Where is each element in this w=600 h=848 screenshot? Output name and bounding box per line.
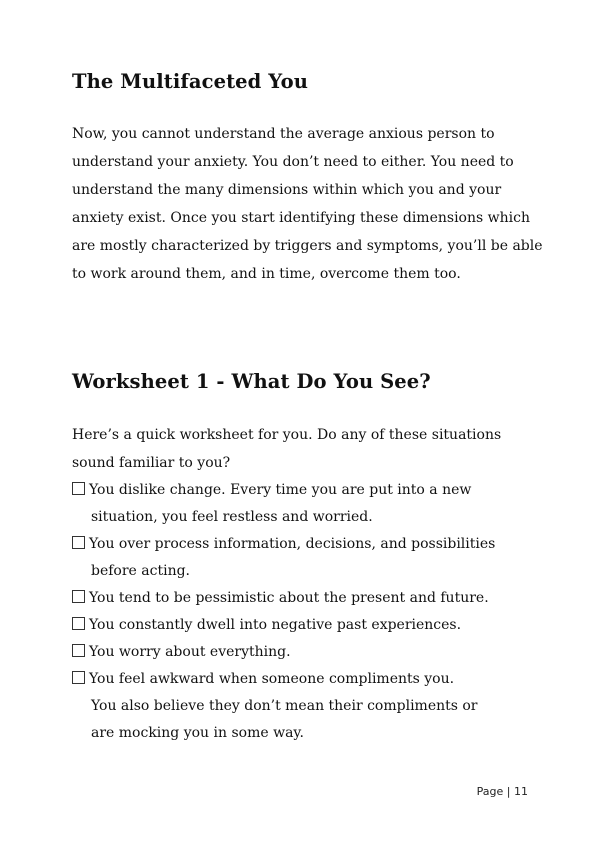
checklist-item <box>72 585 489 612</box>
item-text: You dislike change. Every time you are put into a new <box>89 482 472 498</box>
checkbox-icon[interactable] <box>72 536 85 549</box>
item-text-continued: You also believe they don’t mean their compliments or <box>91 698 478 714</box>
checkbox-icon[interactable] <box>72 671 85 684</box>
item-text-continued: are mocking you in some way. <box>91 725 304 741</box>
checkbox-icon[interactable] <box>72 644 85 657</box>
paragraph-line: understand your anxiety. You don’t need to either. You need to <box>72 154 514 170</box>
checklist-item <box>72 639 291 666</box>
section-heading-worksheet: Worksheet 1 - What Do You See? <box>72 370 431 393</box>
page-number: Page | 11 <box>476 785 528 798</box>
paragraph-line: to work around them, and in time, overcome them too. <box>72 266 461 282</box>
intro-paragraph <box>72 120 543 288</box>
paragraph-line: anxiety exist. Once you start identifying these dimensions which <box>72 210 530 226</box>
section-heading-multifaceted: The Multifaceted You <box>72 70 309 93</box>
item-text: You constantly dwell into negative past experiences. <box>89 617 462 633</box>
paragraph-line: sound familiar to you? <box>72 455 231 471</box>
checklist-item <box>72 531 495 585</box>
paragraph-line: Here’s a quick worksheet for you. Do any of these situations <box>72 427 502 443</box>
item-text: You feel awkward when someone compliments you. <box>89 671 455 687</box>
checkbox-icon[interactable] <box>72 482 85 495</box>
paragraph-line: understand the many dimensions within which you and your <box>72 182 502 198</box>
worksheet-intro <box>72 421 502 477</box>
item-text: You tend to be pessimistic about the present and future. <box>89 590 489 606</box>
item-text: You over process information, decisions, and possibilities <box>89 536 496 552</box>
item-text-continued: before acting. <box>91 563 191 579</box>
checklist-item <box>72 612 461 639</box>
checklist-item <box>72 477 471 531</box>
item-text-continued: situation, you feel restless and worried. <box>91 509 373 525</box>
checkbox-icon[interactable] <box>72 617 85 630</box>
checklist-item <box>72 666 478 747</box>
checkbox-icon[interactable] <box>72 590 85 603</box>
item-text: You worry about everything. <box>89 644 291 660</box>
paragraph-line: are mostly characterized by triggers and symptoms, you’ll be able <box>72 238 543 254</box>
paragraph-line: Now, you cannot understand the average anxious person to <box>72 126 495 142</box>
